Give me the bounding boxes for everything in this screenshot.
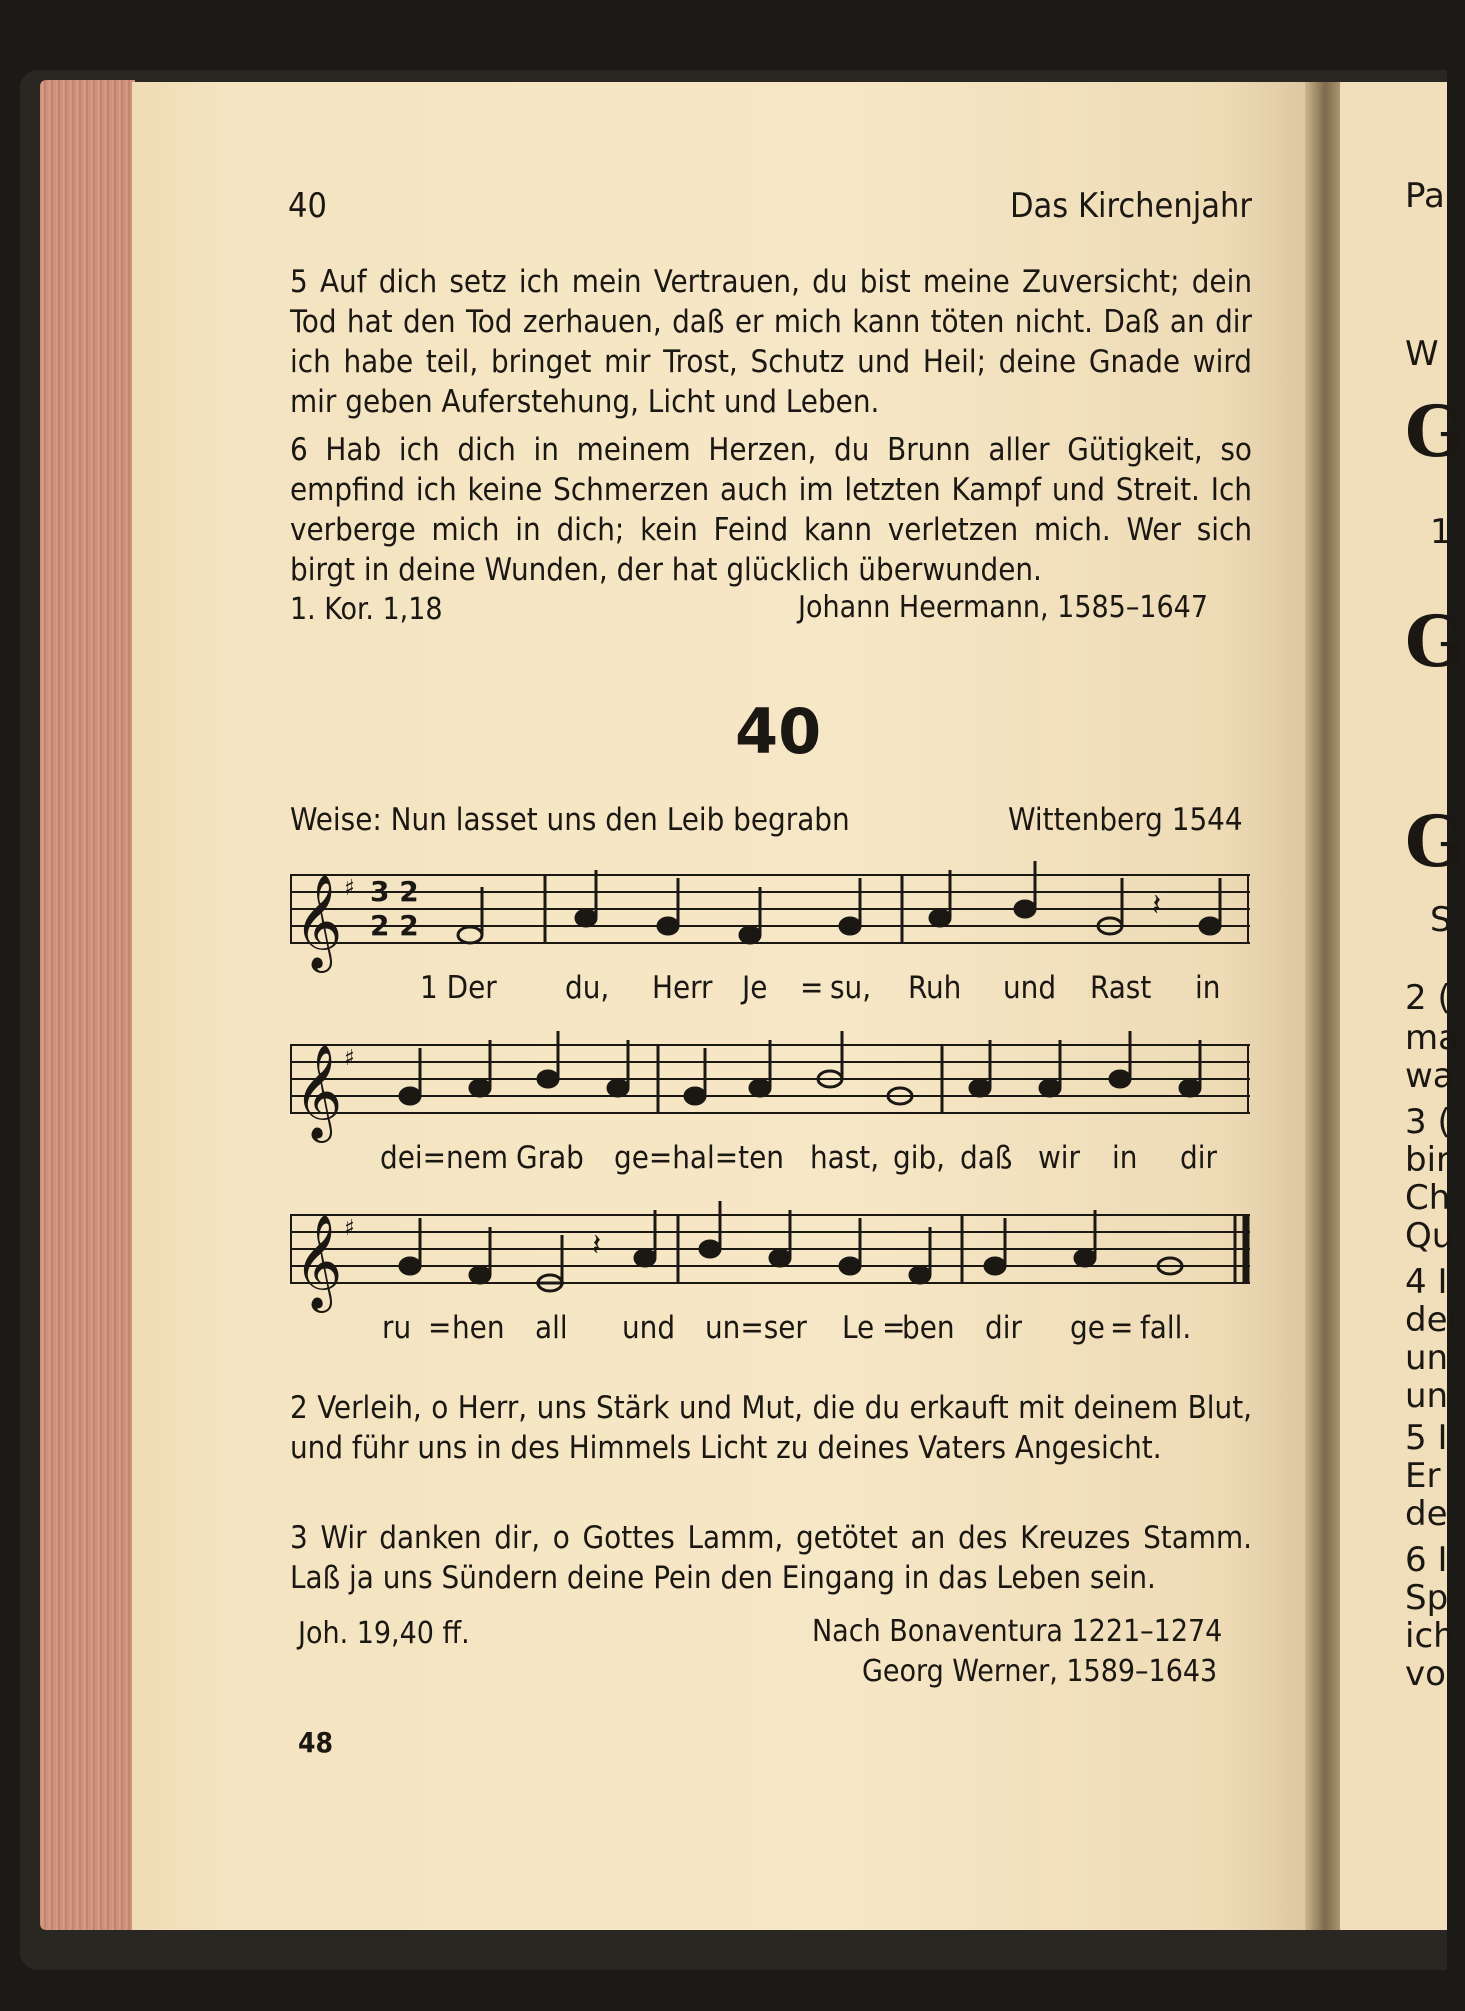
lyric-3-9: ben xyxy=(902,1310,955,1346)
hymn-author: Johann Heermann, 1585–1647 xyxy=(798,590,1209,625)
sheet-number: 48 xyxy=(298,1726,334,1759)
book-gutter xyxy=(1305,82,1345,1930)
next-page-fragment: vo xyxy=(1405,1654,1446,1694)
svg-text:2 2: 2 2 xyxy=(370,909,419,942)
next-page-fragment: wa xyxy=(1405,1056,1454,1096)
svg-text:♯: ♯ xyxy=(344,1216,355,1241)
next-page-fragment: G xyxy=(1405,600,1465,683)
svg-text:♯: ♯ xyxy=(344,876,355,901)
hymn-source-1: Nach Bonaventura 1221–1274 xyxy=(812,1614,1223,1649)
lyric-3-13: fall. xyxy=(1140,1310,1192,1346)
music-staff-1 xyxy=(290,865,1255,969)
next-page-fragment: un xyxy=(1405,1338,1449,1378)
lyric-1-6: su, xyxy=(830,970,872,1006)
lyric-1-7: Ruh xyxy=(908,970,962,1006)
lyric-1-10: in xyxy=(1195,970,1221,1006)
lyric-1-3: Herr xyxy=(652,970,713,1006)
next-page-fragment: 2 ( xyxy=(1405,978,1451,1018)
lyric-3-8: = xyxy=(882,1310,906,1346)
lyric-3-3: hen xyxy=(452,1310,505,1346)
next-page-fragment: Qu xyxy=(1405,1216,1454,1256)
next-page-fragment: bir xyxy=(1405,1140,1451,1180)
verse-5: 5 Auf dich setz ich mein Vertrauen, du bist meine Zuversicht; dein Tod hat den Tod zerhauen, daß er mich kann töten nicht. Daß an dir ich habe teil, bringet mir Trost, Schutz und Heil; deine Gnade wird mir geben Auferstehung, Licht und Leben. xyxy=(290,264,1252,420)
lyric-3-10: dir xyxy=(985,1310,1022,1346)
page-edges xyxy=(40,80,135,1930)
verse-2: 2 Verleih, o Herr, uns Stärk und Mut, die du erkauft mit deinem Blut, und führ uns in des Himmels Licht zu deines Vaters Angesicht. xyxy=(290,1390,1252,1466)
music-staff-2 xyxy=(290,1035,1255,1139)
svg-text:𝄞: 𝄞 xyxy=(294,874,343,969)
next-page-fragment: Pa xyxy=(1405,176,1445,216)
next-page-fragment: Sp xyxy=(1405,1578,1449,1618)
next-page-fragment: G xyxy=(1405,390,1465,473)
next-page-fragment: 5 I xyxy=(1405,1418,1448,1458)
svg-text:𝄞: 𝄞 xyxy=(294,1214,343,1309)
svg-text:3 2: 3 2 xyxy=(370,875,419,908)
next-page-fragment: S xyxy=(1430,900,1452,940)
lyric-1-4: Je xyxy=(742,970,768,1006)
lyric-1-2: du, xyxy=(565,970,610,1006)
lyric-2-5: gib, xyxy=(893,1140,946,1176)
next-page-fragment: Er xyxy=(1405,1456,1441,1496)
next-page-fragment: 4 I xyxy=(1405,1262,1448,1302)
scripture-reference-40: Joh. 19,40 ff. xyxy=(298,1616,470,1651)
next-page-fragment: G xyxy=(1405,800,1465,883)
svg-text:𝄞: 𝄞 xyxy=(294,1044,343,1139)
lyric-1-9: Rast xyxy=(1090,970,1152,1006)
lyric-1-8: und xyxy=(1003,970,1057,1006)
next-page-fragment: un xyxy=(1405,1376,1449,1416)
next-page-fragment: 3 ( xyxy=(1405,1102,1451,1142)
next-page-fragment: ich xyxy=(1405,1616,1455,1656)
next-page-fragment: 1 xyxy=(1430,512,1452,552)
lyric-2-7: wir xyxy=(1038,1140,1081,1176)
verse-3: 3 Wir danken dir, o Gottes Lamm, getötet an des Kreuzes Stamm. Laß ja uns Sündern deine Pein den Eingang in das Leben sein. xyxy=(290,1520,1252,1596)
hymn-number: 40 xyxy=(735,695,822,768)
lyric-3-2: = xyxy=(428,1310,452,1346)
next-page-fragment: Ch xyxy=(1405,1178,1451,1218)
next-page-fragment: 6 I xyxy=(1405,1540,1448,1580)
lyric-2-8: in xyxy=(1112,1140,1138,1176)
lyric-2-6: daß xyxy=(960,1140,1013,1176)
svg-text:♯: ♯ xyxy=(344,1046,355,1071)
lyric-3-12: = xyxy=(1110,1310,1134,1346)
hymn-source-2: Georg Werner, 1589–1643 xyxy=(862,1654,1218,1689)
page-number: 40 xyxy=(288,186,327,226)
lyric-3-1: ru xyxy=(382,1310,412,1346)
lyric-1-1: 1 Der xyxy=(420,970,497,1006)
lyric-2-4: hast, xyxy=(810,1140,880,1176)
next-page-fragment: ma xyxy=(1405,1018,1459,1058)
lyric-3-11: ge xyxy=(1070,1310,1105,1346)
melody-origin: Wittenberg 1544 xyxy=(1008,802,1243,838)
lyric-3-6: un=ser xyxy=(705,1310,807,1346)
music-staff-3 xyxy=(290,1205,1255,1315)
lyric-1-5: = xyxy=(800,970,824,1006)
lyric-3-4: all xyxy=(535,1310,568,1346)
lyric-2-1: dei=nem xyxy=(380,1140,509,1176)
lyric-2-9: dir xyxy=(1180,1140,1217,1176)
lyric-2-2: Grab xyxy=(516,1140,584,1176)
lyric-3-5: und xyxy=(622,1310,676,1346)
verse-6: 6 Hab ich dich in meinem Herzen, du Brunn aller Gütigkeit, so empfind ich keine Schmerzen auch im letzten Kampf und Streit. Ich verberge mich in dich; kein Feind kann verletzen mich. Wer sich birgt in deine Wunden, der hat glücklich überwunden. xyxy=(290,432,1252,588)
lyric-3-7: Le xyxy=(842,1310,875,1346)
melody-title: Weise: Nun lasset uns den Leib begrabn xyxy=(290,802,850,838)
next-page-fragment: de xyxy=(1405,1494,1448,1534)
svg-text:𝄽: 𝄽 xyxy=(592,1228,602,1263)
lyric-2-3: ge=hal=ten xyxy=(614,1140,784,1176)
svg-text:𝄽: 𝄽 xyxy=(1152,888,1162,923)
scripture-reference: 1. Kor. 1,18 xyxy=(290,592,443,627)
running-title: Das Kirchenjahr xyxy=(1010,186,1252,226)
next-page-fragment: dei xyxy=(1405,1300,1457,1340)
next-page-fragment: W xyxy=(1405,334,1439,374)
